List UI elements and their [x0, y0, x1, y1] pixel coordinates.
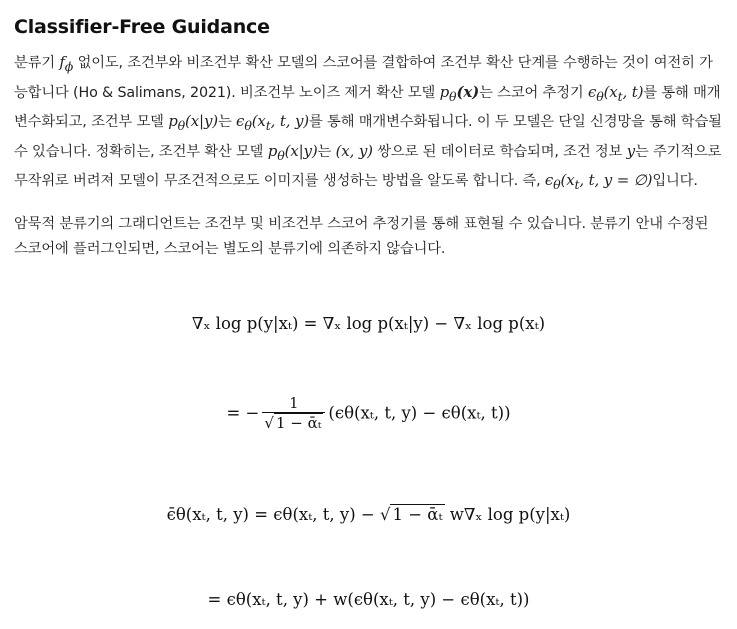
math-p-theta-x: $p_\theta(x)$	[439, 82, 480, 104]
equation-1: ∇ₓ log p(y|xₜ) = ∇ₓ log p(xₜ|y) − ∇ₓ log p(xₜ)	[191, 314, 546, 333]
math-eps-theta-xt-t-y: $\epsilon_\theta(x_t$, t, y)	[236, 112, 309, 134]
paragraph-1: 분류기 $f_\phi$ 없이도, 조건부와 비조건부 확산 모델의 스코어를 결합하여 조건부 확산 단계를 수행하는 것이 여전히 가능합니다 (Ho & Salimans, 2021). 비조건부 노이즈 제거 확산 모델 $p_\theta(x)$는 스코어 추정기 $\epsilon_\theta(x_t$, t)를 통해 매개변수화되고, 조건부 모델 $p_\theta(x|y)$는 $\epsilon_\theta(x_t$, t, y)를 통해 매개변수화됩니다. 이 두 모델은 단일 신경망을 통해 학습될 수 있습니다. 정확히는, 조건부 확산 모델 $p_\theta(x|y)$는 (x, y) 쌍으로 된 데이터로 학습되며, 조건 정보 y는 주기적으로 무작위로 버려져 모델이 무조건적으로도 이미지를 생성하는 방법을 알도록 합니다. 즉, $\epsilon_\theta(x_t$, t, y = ∅)입니다.	[14, 53, 722, 193]
math-y: y	[626, 141, 635, 160]
math-p-theta-x-given-y-2: $p_\theta(x|y)$	[267, 141, 318, 163]
math-eps-theta-empty: $\epsilon_\theta(x_t$, t, y = ∅)	[544, 171, 653, 193]
fraction: $\frac{1}{\text{√ 1 − ᾱₜ}}$	[262, 396, 325, 432]
math-eps-theta-xt-t: $\epsilon_\theta(x_t$, t)	[587, 82, 644, 104]
equation-3: ϵ̄θ(xₜ, t, y) = ϵθ(xₜ, t, y) − √ 1 − ᾱₜ w∇ₓ log p(y|xₜ)	[166, 505, 571, 524]
section-title: Classifier-Free Guidance	[14, 16, 270, 38]
math-f-phi: $f_\phi$	[59, 53, 74, 74]
equation-4: = ϵθ(xₜ, t, y) + w(ϵθ(xₜ, t, y) − ϵθ(xₜ, t))	[207, 590, 530, 609]
math-x-y-pair: (x, y)	[335, 141, 373, 160]
equation-2: = − $\frac{1}{\text{√ 1 − ᾱₜ}}$ (ϵθ(xₜ, t, y) − ϵθ(xₜ, t))	[226, 396, 511, 432]
math-p-theta-x-given-y: $p_\theta(x|y)$	[168, 112, 218, 134]
paragraph-2: 암묵적 분류기의 그래디언트는 조건부 및 비조건부 스코어 추정기를 통해 표현될 수 있습니다. 분류기 안내 수정된 스코어에 플러그인되면, 스코어는 별도의 분류기에 의존하지 않습니다.	[14, 215, 709, 257]
